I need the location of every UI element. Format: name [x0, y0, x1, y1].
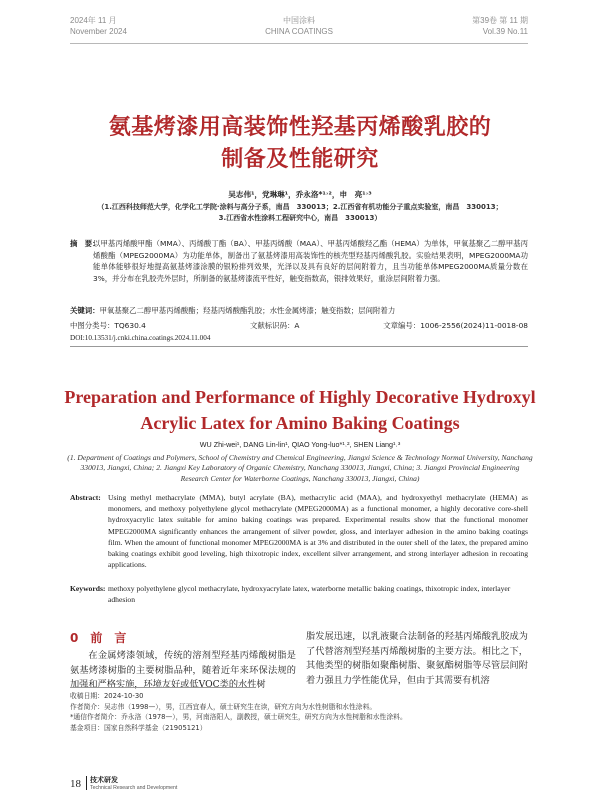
footnotes	[70, 691, 528, 733]
body-column-right	[306, 630, 528, 688]
english-abstract-text: Using methyl methacrylate (MMA), butyl acrylate (BA), methacrylic acid (MAA), and hydroxyethyl methacrylate (HEMA) as monomers, and methoxy polyethylene glycol methacrylate (MPEG2000MA) as a functional monomer, a highly decorative core-shell hydroxyacrylic latex suitable for amino baking coatings was prepared. Experimental results show that the functional monomer MPEG2000MA significantly enhances the arrangement of silver powder, gloss, and interlayer adhesion in the amino baking coatings film. When the amount of functional monomer MPEG2000MA is at 3% and distributed in the outer shell of the latex, the prepared amino baking coatings exhibit good leveling, high thixotropic index, excellent silver arrangement, and strong interlayer adhesion in recoating applications.	[108, 493, 528, 570]
english-title	[0, 384, 600, 436]
english-abstract	[70, 492, 528, 570]
chinese-affiliation-line-2: 3.江西省水性涂料工程研究中心，南昌 330013）	[218, 213, 382, 222]
article-number: 文章编号：1006-2556(2024)11-0018-08	[383, 321, 528, 330]
chinese-affiliation-line-1: （1.江西科技师范大学，化学化工学院·涂料与高分子系，南昌 330013；2.江西省有机功能分子重点实验室，南昌 330013；	[97, 203, 503, 211]
section-heading-introduction: 0 前 言	[70, 631, 127, 645]
chinese-title	[0, 112, 600, 176]
english-title-line-2: Acrylic Latex for Amino Baking Coatings	[140, 413, 460, 433]
chinese-abstract-text: 以甲基丙烯酸甲酯（MMA）、丙烯酸丁酯（BA）、甲基丙烯酸（MAA）、甲基丙烯酸羟乙酯（HEMA）为单体，甲氧基聚乙二醇甲基丙烯酸酯（MPEG2000MA）为功能单体，制备出了氨基烤漆用高装饰性的核壳型羟基丙烯酸乳胶。实验结果表明，MPEG2000MA功能单体能够很好地提高氨基烤漆涂膜的银粉排列效果，光泽以及具有良好的层间附着力，且当功能单体MPEG2000MA质量分数在3%，并分布在乳胶壳外层时，所制备的氨基烤漆流平性好，触变指数高，银排效果好，重涂层间附着力强。	[93, 239, 528, 283]
page-number: 18	[70, 778, 81, 790]
header-journal	[70, 15, 528, 37]
footnote-received: 收稿日期：2024-10-30	[70, 692, 144, 700]
chinese-affiliations	[70, 202, 530, 223]
footnote-author: 作者简介：吴志伟（1998—），男，江西宜春人，硕士研究生在读，研究方向为水性树脂和水性涂料。	[70, 702, 377, 711]
chinese-keywords-label: 关键词：	[70, 306, 100, 315]
footnote-divider	[70, 687, 256, 688]
header-date-cn: 2024年 11 月	[70, 16, 117, 25]
chinese-abstract	[70, 238, 528, 284]
chinese-title-line-1: 氨基烤漆用高装饰性羟基丙烯酸乳胶的	[108, 115, 492, 140]
body-column-left	[70, 630, 296, 693]
english-title-line-1: Preparation and Performance of Highly Decorative Hydroxyl	[64, 387, 536, 407]
english-keywords-text: methoxy polyethylene glycol methacrylate, hydroxyacrylate latex, waterborne metallic baking coatings, thixotropic index, interlayer adhesion	[108, 584, 511, 605]
header-issue-en: Vol.39 No.11	[482, 27, 528, 36]
english-authors: WU Zhi-wei¹, DANG Lin-lin¹, QIAO Yong-luo*¹˒², SHEN Liang¹˒³	[199, 440, 401, 449]
header-issue-cn: 第39卷 第 11 期	[472, 16, 528, 25]
classification-row	[70, 320, 528, 331]
footer-column-name-cn: 技术研发	[90, 776, 118, 784]
english-keywords-label: Keywords:	[70, 584, 106, 593]
introduction-paragraph-left: 在金属烤漆领域，传统的溶剂型羟基丙烯酸树脂是氨基烤漆树脂的主要树脂品种，随着近年来环保法规的加强和严格实施，环境友好或低VOC类的水性树	[70, 650, 296, 691]
header-date-en: November 2024	[70, 27, 127, 36]
english-abstract-label: Abstract:	[70, 493, 101, 502]
running-header	[70, 15, 528, 45]
chinese-title-line-2: 制备及性能研究	[221, 147, 379, 172]
chinese-abstract-label: 摘 要：	[70, 239, 100, 248]
chinese-keywords-text: 甲氧基聚乙二醇甲基丙烯酸酯；羟基丙烯酸酯乳胶；水性金属烤漆；触变指数；层间附着力	[99, 306, 396, 315]
chinese-keywords	[70, 305, 528, 316]
header-issue	[472, 15, 528, 37]
section-divider	[70, 346, 528, 347]
chinese-authors: 吴志伟¹，党琳琳¹，乔永洛*¹˒²，申 亮¹˒³	[228, 190, 372, 199]
english-keywords	[70, 583, 528, 605]
doi-link[interactable]: DOI:10.13531/j.cnki.china.coatings.2024.11.004	[70, 334, 211, 342]
clc-number: 中图分类号：TQ630.4	[70, 321, 146, 330]
footnote-funding: 基金项目：国家自然科学基金（21905121）	[70, 723, 207, 732]
document-code: 文献标识码：A	[250, 321, 300, 330]
header-journal-en: CHINA COATINGS	[265, 27, 333, 36]
introduction-paragraph-right: 脂发展迅速，以乳液聚合法制备的羟基丙烯酸乳胶成为了代替溶剂型羟基丙烯酸树脂的主要方法。相比之下，其他类型的树脂如聚酯树脂、聚氨酯树脂等尽管层间附着力强且力学性能优异，但由于其需要有机溶	[306, 631, 528, 686]
header-divider	[70, 43, 528, 44]
english-affiliations: (1. Department of Coatings and Polymers, School of Chemistry and Chemical Engineering, Jiangxi Science & Technology Normal University, Nanchang 330013, Jiangxi, China; 2. Jiangxi Key Laboratory of Organic Chemistry, Nanchang 330013, Jiangxi, China; 3. Jiangxi Provincial Engineering Research Center for Waterborne Coatings, Nanchang 330013, Jiangxi, China)	[67, 453, 533, 483]
footnote-corresponding: *通信作者简介：乔永洛（1978—），男，河南洛阳人，副教授，硕士研究生，研究方向为水性树脂和水性涂料。	[70, 713, 407, 721]
footer-separator	[86, 776, 87, 790]
header-journal-cn: 中国涂料	[283, 16, 315, 25]
footer-column-name-en: Technical Research and Development	[90, 785, 178, 791]
